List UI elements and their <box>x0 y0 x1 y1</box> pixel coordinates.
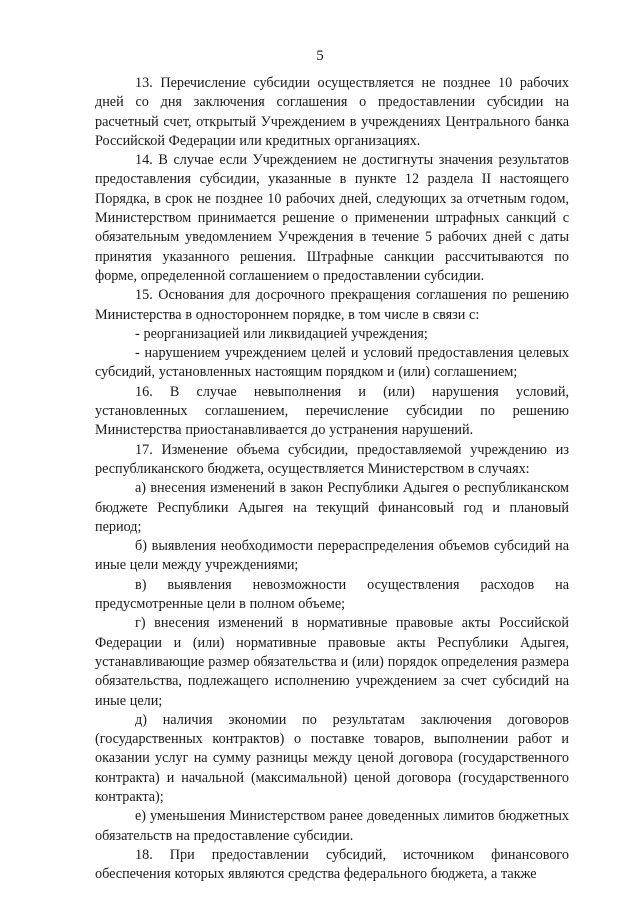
list-item-b: б) выявления необходимости перераспределения объемов субсидий на иные цели между учреждениями; <box>95 538 569 574</box>
page-number: 5 <box>316 48 324 64</box>
list-item-g: г) внесения изменений в нормативные правовые акты Российской Федерации и (или) нормативные правовые акты Республики Адыгея, устанавливающие размер обязательства и (или) порядок определения размера обязательства, подлежащего исполнению учреждением за счет субсидий на иные цели; <box>95 615 569 709</box>
list-item-v: в) выявления невозможности осуществления расходов на предусмотренные цели в полном объеме; <box>95 576 569 613</box>
list-item-violation: - нарушением учреждением целей и условий предоставления целевых субсидий, установленных настоящим порядком и (или) соглашением; <box>95 345 569 381</box>
document-body <box>95 74 569 884</box>
paragraph-16: 16. В случае невыполнения и (или) нарушения условий, установленных соглашением, перечисление субсидии по решению Министерства приостанавливается до устранения нарушений. <box>95 383 569 439</box>
list-item-d: д) наличия экономии по результатам заключения договоров (государственных контрактов) о поставке товаров, выполнении работ и оказании услуг на сумму разницы между ценой договора (государственного контракта) и начальной (максимальной) ценой договора (государственного контракта); <box>95 711 569 805</box>
list-item-reorganization: - реорганизацией или ликвидацией учреждения; <box>135 325 428 342</box>
paragraph-18: 18. При предоставлении субсидий, источником финансового обеспечения которых являются средства федерального бюджета, а также <box>95 846 569 883</box>
list-item-e: е) уменьшения Министерством ранее доведенных лимитов бюджетных обязательств на предоставление субсидии. <box>95 808 569 844</box>
paragraph-13: 13. Перечисление субсидии осуществляется не позднее 10 рабочих дней со дня заключения соглашения о предоставлении субсидии на расчетный счет, открытый Учреждением в учреждениях Центрального банка Российской Федерации или кредитных организациях. <box>95 75 569 149</box>
list-item-a: а) внесения изменений в закон Республики Адыгея о республиканском бюджете Республики Адыгея на текущий финансовый год и плановый период; <box>95 480 569 535</box>
paragraph-14: 14. В случае если Учреждением не достигнуты значения результатов предоставления субсидии, указанные в пункте 12 раздела II настоящего Порядка, в срок не позднее 10 рабочих дней, следующих за отчетным годом, Министерством принимается решение о применении штрафных санкций с обязательным уведомлением Учреждения в течение 5 рабочих дней с даты принятия указанного решения. Штрафные санкции рассчитываются по форме, определенной соглашением о предоставлении субсидии. <box>95 152 569 284</box>
paragraph-17: 17. Изменение объема субсидии, предоставляемой учреждению из республиканского бюджета, осуществляется Министерством в случаях: <box>95 441 569 477</box>
paragraph-15: 15. Основания для досрочного прекращения соглашения по решению Министерства в одностороннем порядке, в том числе в связи с: <box>95 287 569 323</box>
